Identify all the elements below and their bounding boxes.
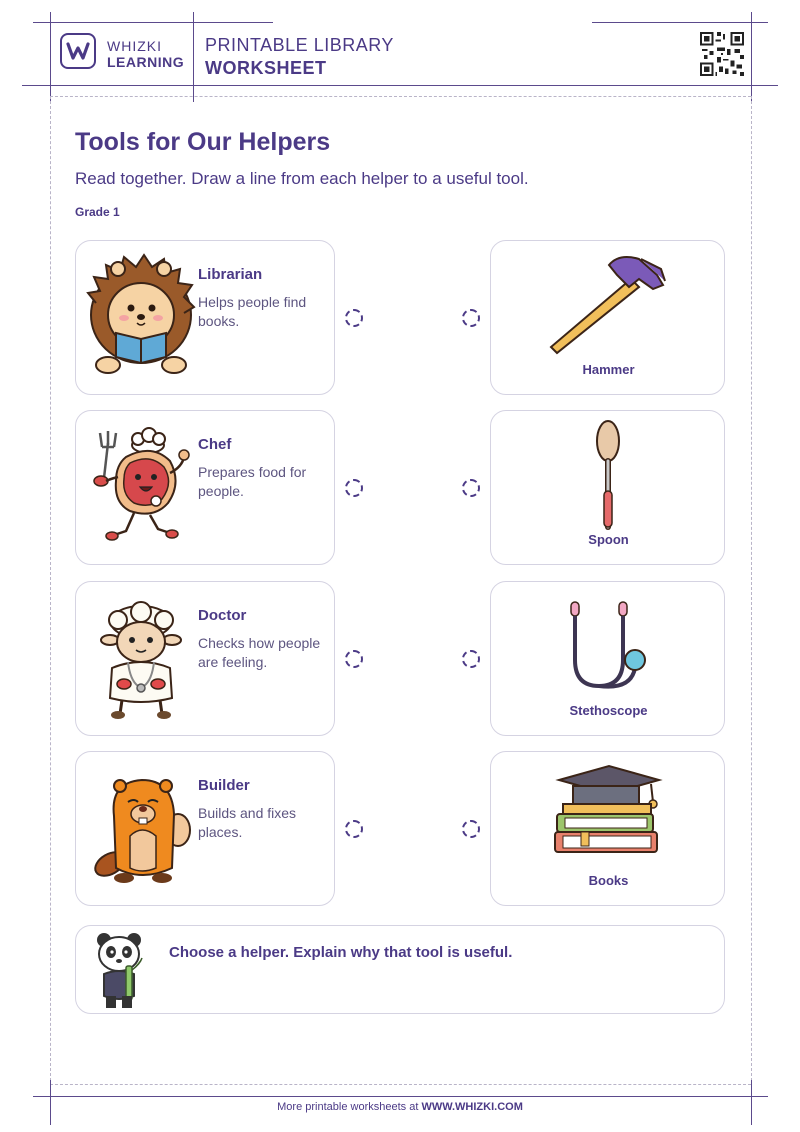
brand-name-line2: LEARNING [107,54,185,70]
header-top-line-left [33,22,273,23]
tool-card-spoon [490,410,725,565]
panda-icon [90,930,150,1012]
qr-code-icon [698,30,746,78]
header-bottom-line [22,85,778,86]
header-divider [193,12,194,102]
header-right-border [751,12,752,102]
page-border-right [751,96,752,1086]
header-left-border [50,12,51,102]
spoon-icon [491,419,726,531]
helper-name: Librarian [198,266,263,283]
header-title-line2: WORKSHEET [205,58,327,78]
brand-name-line1: WHIZKI [107,38,162,54]
helper-name: Builder [198,777,250,794]
whizki-logo [60,33,96,69]
helper-description: Builds and fixes places. [198,805,297,840]
header-top-line-right [592,22,768,23]
tool-card-stethoscope [490,581,725,736]
footer-site-link[interactable]: WWW.WHIZKI.COM [421,1101,523,1113]
tool-match-dot[interactable] [462,650,480,668]
worksheet-instructions: Read together. Draw a line from each helper to a useful tool. [75,169,529,188]
helper-name: Chef [198,436,232,453]
helper-description: Checks how people are feeling. [198,635,321,670]
footer-text [0,1101,800,1113]
sheep-doctor-icon [86,594,196,724]
helper-name: Doctor [198,607,247,624]
helper-card-builder [75,751,335,906]
beaver-icon [86,764,196,894]
tool-name: Books [588,873,629,888]
discussion-prompt-card [75,925,725,1014]
hedgehog-reading-icon [86,253,196,383]
tool-match-dot[interactable] [462,820,480,838]
books-icon [491,760,726,872]
helper-card-librarian [75,240,335,395]
helper-description: Prepares food for people. [198,464,307,499]
w-logo-icon [66,41,90,61]
hammer-icon [491,249,726,361]
steak-chef-icon [86,423,196,553]
tool-card-books [490,751,725,906]
tool-name: Spoon [588,532,629,547]
helper-match-dot[interactable] [345,479,363,497]
footer-line [33,1096,768,1097]
header-title-line1: PRINTABLE LIBRARY [205,35,394,55]
helper-description: Helps people find books. [198,294,307,329]
page-border-top [50,96,751,97]
helper-card-chef [75,410,335,565]
worksheet-title: Tools for Our Helpers [75,128,331,156]
stethoscope-icon [491,590,726,702]
page-border-left [50,96,51,1086]
footer-prefix: More printable worksheets at [277,1101,419,1113]
helper-match-dot[interactable] [345,820,363,838]
page-border-bottom [50,1084,751,1085]
tool-name: Stethoscope [569,703,648,718]
prompt-text: Choose a helper. Explain why that tool is useful. [169,944,513,961]
helper-match-dot[interactable] [345,309,363,327]
tool-match-dot[interactable] [462,309,480,327]
helper-match-dot[interactable] [345,650,363,668]
grade-label: Grade 1 [75,205,120,219]
tool-name: Hammer [582,362,635,377]
tool-match-dot[interactable] [462,479,480,497]
tool-card-hammer [490,240,725,395]
helper-card-doctor [75,581,335,736]
